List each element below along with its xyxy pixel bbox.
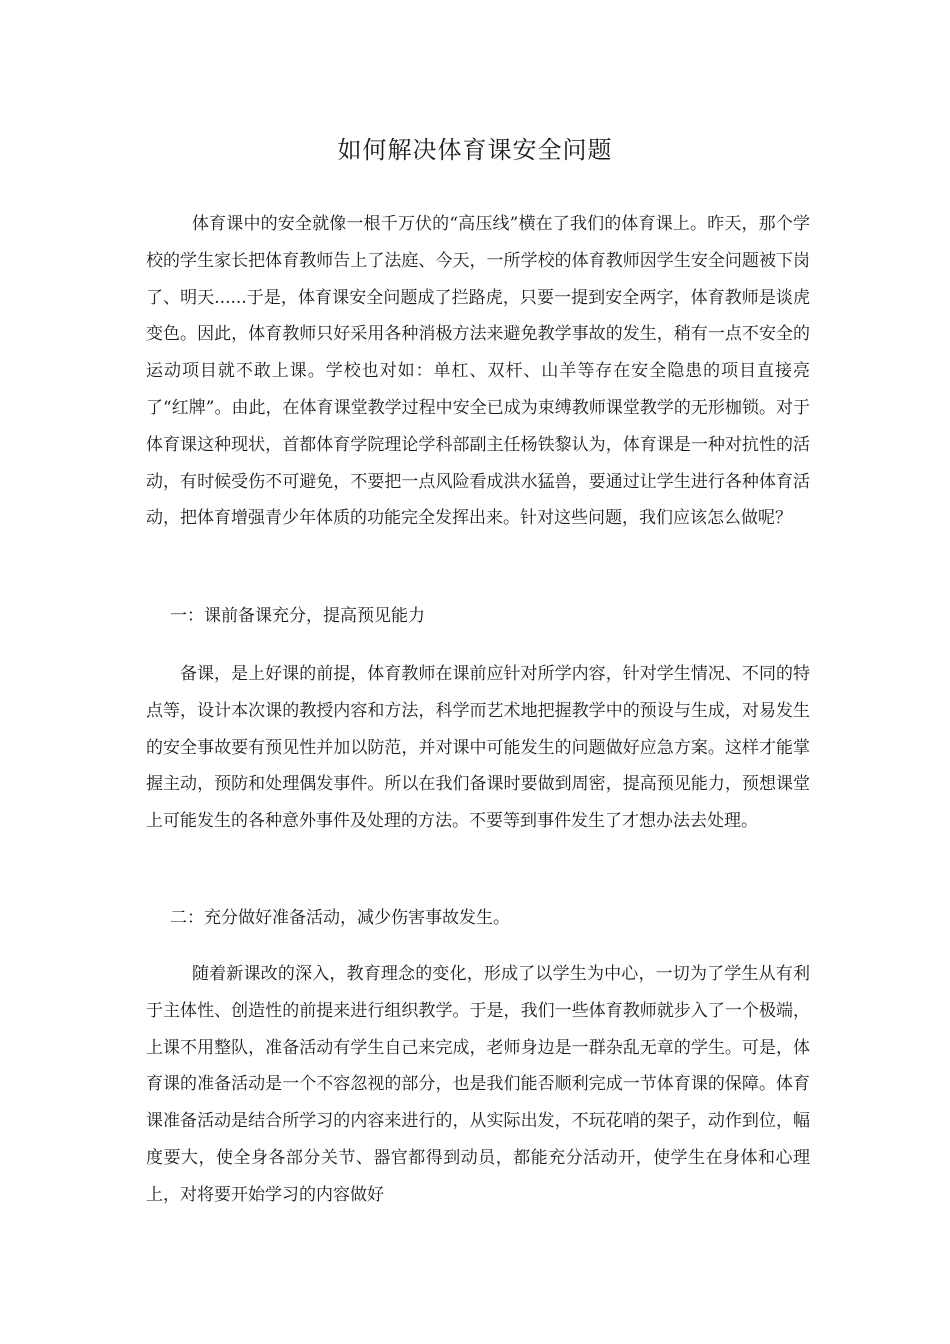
document-title: 如何解决体育课安全问题 <box>337 136 613 164</box>
section-1-paragraph: 备课，是上好课的前提，体育教师在课前应针对所学内容，针对学生情况、不同的特点等，设计本次课的教授内容和方法，科学而艺术地把握教学中的预设与生成，对易发生的安全事故要有预见性并加以防范，并对课中可能发生的问题做好应急方案。这样才能掌握主动，预防和处理偶发事件。所以在我们备课时要做到周密，提高预见能力，预想课堂上可能发生的各种意外事件及处理的方法。不要等到事件发生了才想办法去处理。 <box>146 664 810 832</box>
section-heading-1: 一：课前备课充分，提高预见能力 <box>170 606 425 626</box>
section-heading-2: 二：充分做好准备活动，减少伤害事故发生。 <box>170 908 510 928</box>
section-2-paragraph: 随着新课改的深入，教育理念的变化，形成了以学生为中心，一切为了学生从有利于主体性、创造性的前提来进行组织教学。于是，我们一些体育教师就步入了一个极端，上课不用整队，准备活动有学生自己来完成，老师身边是一群杂乱无章的学生。可是，体育课的准备活动是一个不容忽视的部分，也是我们能否顺利完成一节体育课的保障。体育课准备活动是结合所学习的内容来进行的，从实际出发，不玩花哨的架子，动作到位，幅度要大，使全身各部分关节、器官都得到动员，都能充分活动开，使学生在身体和心理上，对将要开始学习的内容做好 <box>146 964 810 1205</box>
intro-paragraph: 体育课中的安全就像一根千万伏的“高压线”横在了我们的体育课上。昨天，那个学校的学生家长把体育教师告上了法庭、今天，一所学校的体育教师因学生安全问题被下岗了、明天......于是，体育课安全问题成了拦路虎，只要一提到安全两字，体育教师是谈虎变色。因此，体育教师只好采用各种消极方法来避免教学事故的发生，稍有一点不安全的运动项目就不敢上课。学校也对如：单杠、双杆、山羊等存在安全隐患的项目直接亮了“红牌”。由此，在体育课堂教学过程中安全已成为束缚教师课堂教学的无形枷锁。对于体育课这种现状，首都体育学院理论学科部副主任杨铁黎认为，体育课是一种对抗性的活动，有时候受伤不可避免，不要把一点风险看成洪水猛兽，要通过让学生进行各种体育活动，把体育增强青少年体质的功能完全发挥出来。针对这些问题，我们应该怎么做呢？ <box>146 214 810 529</box>
